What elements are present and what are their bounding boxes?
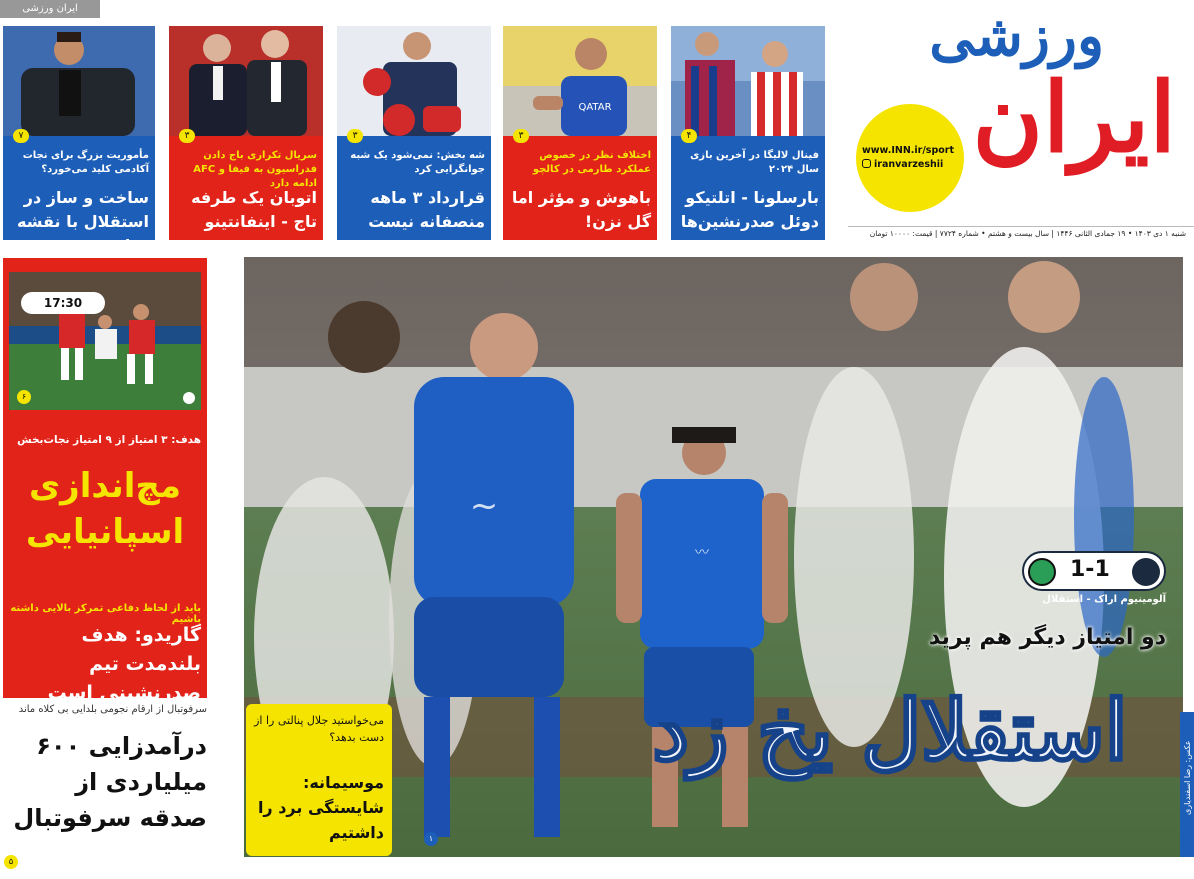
quote-box[interactable] (246, 704, 392, 856)
quote-headline: موسیمانه: شایستگی برد را داشتیم (257, 773, 384, 842)
story-subtitle: اختلاف نظر در خصوص عملکرد طارمی در کالچو (532, 150, 651, 175)
story-subtitle: فینال لالیگا در آخرین بازی سال ۲۰۲۴ (690, 150, 819, 175)
top-story-card[interactable] (671, 26, 825, 240)
svg-text:〰: 〰 (695, 545, 709, 561)
top-story-card[interactable] (169, 26, 323, 240)
page-ref: ۳ (513, 129, 529, 143)
story-photo (3, 26, 155, 136)
top-story-card[interactable] (3, 26, 155, 255)
instagram-icon (862, 159, 871, 168)
team-logo-icon (1132, 558, 1160, 586)
feature-headline-2: گاریدو: هدف بلندمدت تیم صدرنشینی است (47, 624, 201, 704)
website-link[interactable]: www.INN.ir/sport (862, 145, 954, 156)
story-photo (337, 26, 491, 136)
result-label: آلومینیوم اراک - استقلال (1042, 594, 1166, 605)
story-photo (503, 26, 657, 136)
main-kicker: دو امتیاز دیگر هم پرید (928, 625, 1166, 650)
web-badge (856, 104, 964, 212)
left-feature[interactable] (3, 258, 207, 704)
story-headline: باهوش و مؤثر اما گل نزن! (511, 188, 651, 231)
dateline: شنبه ۱ دی ۱۴۰۳ • ۱۹ جمادی الثانی ۱۴۴۶ | سال بیست و هشتم • شماره ۷۷۲۴ | قیمت: ۱۰۰۰۰ تومان (848, 226, 1194, 238)
masthead-logo: ایران (972, 61, 1176, 174)
photo-credit: عکس: رضا اسفندیاری (1183, 740, 1192, 815)
page-ref: ۵ (4, 855, 18, 869)
quote-subtitle: می‌خواستید جلال پنالتی را از دست بدهد؟ (254, 714, 384, 744)
match-time-pill: 17:30 (21, 292, 105, 314)
story-photo (671, 26, 825, 136)
feature-subtitle-2: باید از لحاظ دفاعی تمرکز بالایی داشته باشیم (10, 603, 201, 625)
page-ref: ۱ (424, 832, 438, 846)
main-headline[interactable]: استقلال یخ زد (652, 683, 1128, 779)
page-ref: ۷ (13, 129, 29, 143)
masthead-logo-sub: ورزشی (929, 3, 1104, 69)
story-headline: ساخت و ساز در استقلال با نقشه جباری (17, 188, 149, 255)
match-photo (9, 272, 201, 410)
page-ref: ۶ (17, 390, 31, 404)
page-ref: ۳ (347, 129, 363, 143)
page-ref: ۴ (681, 129, 697, 143)
svg-text:~: ~ (469, 486, 499, 526)
bottom-story-subtitle: سرفوتبال از ارقام نجومی بلدایی بی کلاه ماند (18, 704, 207, 715)
story-subtitle: مأموریت بزرگ برای نجات آکادمی کلید می‌خورد؟ (22, 150, 149, 175)
story-headline: قرارداد ۳ ماهه منصفانه نیست (368, 188, 485, 231)
top-story-card[interactable] (337, 26, 491, 240)
story-headline: اتوبان یک طرفه تاج - اینفانتینو (191, 188, 317, 231)
match-result: 1-1 (1070, 557, 1110, 582)
bottom-story-headline[interactable]: درآمدزایی ۶۰۰ میلیاردی از صدقه سرفوتبال (13, 732, 207, 832)
story-photo (169, 26, 323, 136)
top-story-card[interactable] (503, 26, 657, 240)
feature-headline: مچ‌اندازی اسپانیایی (25, 466, 185, 552)
corner-watermark: ایران ورزشی (0, 0, 100, 18)
story-subtitle: سریال تکراری باج دادن فدراسیون به فیفا و AFC ادامه دارد (193, 150, 317, 189)
instagram-handle[interactable]: iranvarzeshii (862, 159, 943, 170)
feature-subtitle: هدف: ۳ امتیاز از ۹ امتیاز نجات‌بخش (17, 434, 201, 446)
story-headline: بارسلونا - اتلتیکو دوئل صدرنشین‌ها (680, 188, 819, 231)
story-subtitle: شه بخش: نمی‌شود یک شبه جوانگرایی کرد (350, 150, 485, 175)
masthead (848, 0, 1194, 238)
page-ref: ۳ (179, 129, 195, 143)
team-logo-icon (1028, 558, 1056, 586)
result-pill (1022, 551, 1166, 591)
svg-text:QATAR: QATAR (578, 102, 612, 113)
